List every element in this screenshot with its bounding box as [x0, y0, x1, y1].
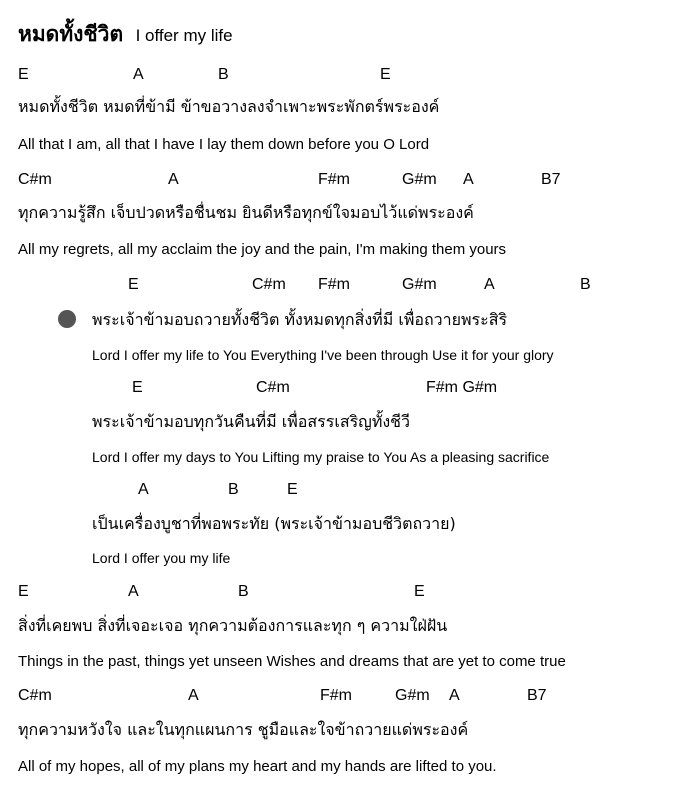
chorus-english-line-1: Lord I offer my life to You Everything I've been through Use it for your glory — [92, 347, 554, 363]
verse1-thai-line-2: ทุกความรู้สึก เจ็บปวดหรือชื่นชม ยินดีหรือทุกข์ใจมอบไว้แด่พระองค์ — [18, 203, 474, 222]
chord: C#m — [18, 171, 52, 188]
chord: E — [18, 66, 29, 83]
verse2-english-line-1: Things in the past, things yet unseen Wishes and dreams that are yet to come true — [18, 653, 566, 670]
chord: A — [128, 583, 139, 600]
chord: F#m — [318, 276, 350, 293]
chord: A — [463, 171, 474, 188]
chord: F#m G#m — [426, 379, 498, 396]
verse2-chord-line-2 — [0, 686, 682, 706]
chord: E — [380, 66, 391, 83]
chord: A — [138, 481, 149, 498]
verse1-thai-line-1: หมดทั้งชีวิต หมดที่ข้ามี ข้าขอวางลงจำเพาะพระพักตร์พระองค์ — [18, 97, 440, 116]
chord: E — [287, 481, 298, 498]
chorus-bullet-icon — [58, 310, 76, 328]
chord: A — [168, 171, 179, 188]
chord: B — [218, 66, 229, 83]
verse2-thai-line-2: ทุกความหวังใจ และในทุกแผนการ ชูมือและใจข้าถวายแด่พระองค์ — [18, 720, 469, 739]
verse1-chord-line-1 — [0, 65, 682, 85]
verse2-english-line-2: All of my hopes, all of my plans my heart and my hands are lifted to you. — [18, 758, 497, 775]
chord: E — [128, 276, 139, 293]
chord: G#m — [395, 687, 430, 704]
chord: B — [580, 276, 591, 293]
chord: B — [238, 583, 249, 600]
chorus-chord-line-2 — [0, 378, 682, 398]
chord: E — [132, 379, 143, 396]
chord: E — [18, 583, 29, 600]
chord: F#m — [320, 687, 352, 704]
chorus-english-line-3: Lord I offer you my life — [92, 550, 231, 566]
chord: G#m — [402, 171, 437, 188]
chord: A — [188, 687, 199, 704]
verse2-thai-line-1: สิ่งที่เคยพบ สิ่งที่เจอะเจอ ทุกความต้องการและทุก ๆ ความใฝ่ฝัน — [18, 616, 448, 635]
title-english: I offer my life — [135, 26, 233, 45]
chord: C#m — [18, 687, 52, 704]
chord: E — [414, 583, 425, 600]
song-title — [18, 18, 233, 51]
verse1-english-line-1: All that I am, all that I have I lay them down before you O Lord — [18, 136, 430, 153]
chorus-thai-line-1: พระเจ้าข้ามอบถวายทั้งชีวิต ทั้งหมดทุกสิ่งที่มี เพื่อถวายพระสิริ — [92, 310, 508, 329]
chorus-chord-line-3 — [0, 480, 682, 500]
chorus-thai-line-2: พระเจ้าข้ามอบทุกวันคืนที่มี เพื่อสรรเสริญทั้งชีวี — [92, 412, 411, 431]
chord: C#m — [256, 379, 290, 396]
chord: A — [133, 66, 144, 83]
chord: A — [484, 276, 495, 293]
verse1-chord-line-2 — [0, 170, 682, 190]
chord: B — [228, 481, 239, 498]
chord: F#m — [318, 171, 350, 188]
chorus-chord-line-1 — [0, 275, 682, 295]
chord: C#m — [252, 276, 286, 293]
verse2-chord-line-1 — [0, 582, 682, 602]
chorus-thai-line-3: เป็นเครื่องบูชาที่พอพระทัย (พระเจ้าข้ามอบชีวิตถวาย) — [92, 514, 456, 533]
chord: A — [449, 687, 460, 704]
chorus-english-line-2: Lord I offer my days to You Lifting my praise to You As a pleasing sacrifice — [92, 449, 550, 465]
title-thai: หมดทั้งชีวิต — [18, 22, 124, 46]
chord: B7 — [527, 687, 547, 704]
chord: B7 — [541, 171, 561, 188]
chord: G#m — [402, 276, 437, 293]
verse1-english-line-2: All my regrets, all my acclaim the joy and the pain, I'm making them yours — [18, 241, 507, 258]
